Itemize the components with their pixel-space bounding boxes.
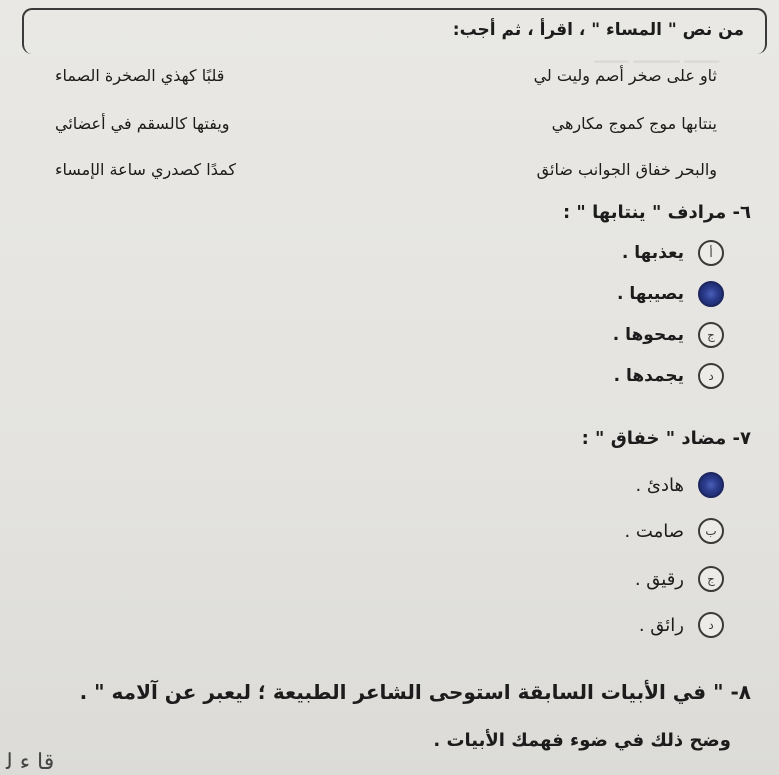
q6-option-b-radio-selected[interactable]	[698, 281, 724, 307]
q6-option-b[interactable]	[617, 281, 724, 307]
bleed-through-text: ▁▁▁ ▁▁▁▁ ▁▁▁	[594, 45, 719, 63]
q6-option-b-label: يصيبها .	[617, 284, 684, 304]
verse-3-left: كمدًا كصدري ساعة الإمساء	[55, 160, 236, 179]
q6-option-d[interactable]	[614, 363, 724, 389]
q7-option-a-label: هادئ .	[635, 474, 684, 496]
question-7-title: ٧- مضاد " خفاق " :	[581, 428, 751, 449]
handwritten-mark: ﻗﺎ ﺀ ﻟ	[6, 750, 55, 775]
q7-option-d-radio[interactable]: د	[698, 612, 724, 638]
q7-option-d[interactable]	[639, 612, 724, 638]
q6-option-c[interactable]	[613, 322, 724, 348]
q6-option-a[interactable]	[622, 240, 724, 266]
verse-1-right: ثاو على صخر أصم وليت لي	[533, 66, 717, 85]
q7-option-b-radio[interactable]: ب	[698, 518, 724, 544]
q7-option-c-label: رقيق .	[634, 568, 684, 590]
q6-option-d-label: يجمدها .	[613, 366, 684, 386]
instruction-text: من نص " المساء " ، اقرأ ، ثم أجب:	[452, 20, 744, 40]
verse-2-right: ينتابها موج كموج مكارهي	[551, 114, 717, 133]
q6-option-a-radio[interactable]: أ	[698, 240, 724, 266]
q6-option-c-label: يمحوها .	[612, 325, 684, 345]
q7-option-b-label: صامت .	[624, 520, 684, 542]
question-8-subtitle: وضح ذلك في ضوء فهمك الأبيات .	[433, 730, 731, 751]
q6-option-a-label: يعذبها .	[621, 243, 684, 263]
verse-2-left: ويفتها كالسقم في أعضائي	[55, 114, 230, 133]
question-8-title: ٨- " في الأبيات السابقة استوحى الشاعر الطبيعة ؛ ليعبر عن آلامه " .	[79, 680, 751, 704]
question-6-title: ٦- مرادف " ينتابها " :	[562, 202, 751, 223]
q6-option-d-radio[interactable]: د	[698, 363, 724, 389]
q6-option-c-radio[interactable]: ج	[698, 322, 724, 348]
verse-1-left: قلبًا كهذي الصخرة الصماء	[55, 66, 225, 85]
verse-3-right: والبحر خفاق الجوانب ضائق	[536, 160, 717, 179]
q7-option-c[interactable]	[635, 566, 724, 592]
q7-option-d-label: رائق .	[638, 614, 684, 636]
q7-option-a-radio-selected[interactable]	[698, 472, 724, 498]
q7-option-a[interactable]	[635, 472, 724, 498]
q7-option-c-radio[interactable]: ج	[698, 566, 724, 592]
q7-option-b[interactable]	[624, 518, 724, 544]
